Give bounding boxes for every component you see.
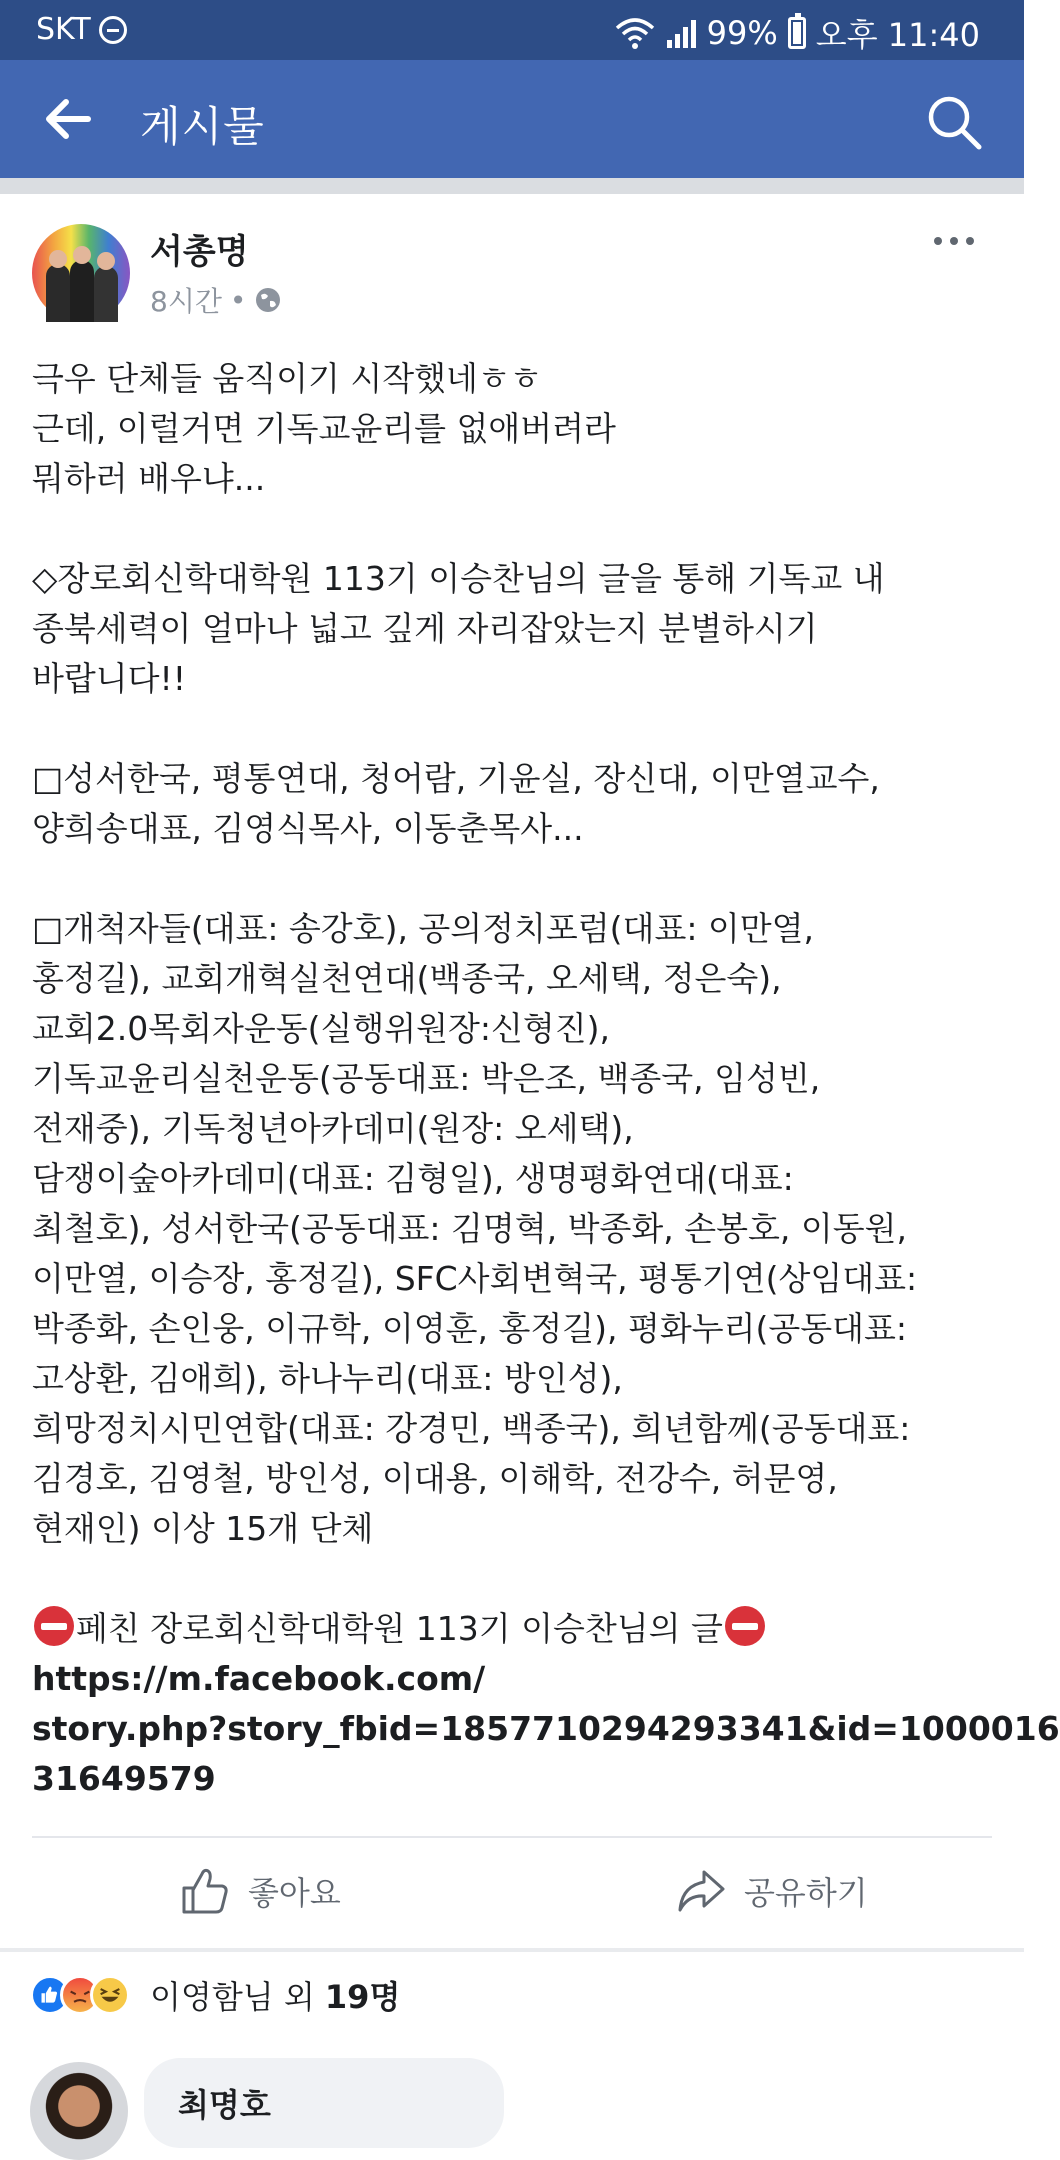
section-divider: [0, 1948, 1024, 1952]
clock: 오후 11:40: [815, 16, 980, 54]
quote-title: 페친 장로회신학대학원 113기 이승찬님의 글: [76, 1609, 723, 1648]
reaction-names: [150, 1972, 400, 2018]
blank-line: [32, 704, 1012, 754]
author-name[interactable]: 서총명: [150, 232, 249, 272]
no-entry-icon: [725, 1606, 765, 1646]
post-line: 박종화, 손인웅, 이규학, 이영훈, 홍정길), 평화누리(공동대표:: [32, 1309, 907, 1348]
haha-reaction-icon: [90, 1975, 130, 2015]
more-options-icon[interactable]: [932, 234, 976, 248]
author-avatar[interactable]: [32, 224, 130, 322]
like-label: 좋아요: [248, 1874, 341, 1912]
post-link[interactable]: [32, 1654, 1060, 1804]
link-line[interactable]: 31649579: [32, 1759, 216, 1798]
reaction-summary[interactable]: [30, 1972, 400, 2018]
post-line: 홍정길), 교회개혁실천연대(백종국, 오세택, 정은숙),: [32, 959, 782, 998]
post-line: 김경호, 김영철, 방인성, 이대용, 이해학, 전강수, 허문영,: [32, 1459, 838, 1498]
search-icon[interactable]: [924, 92, 984, 152]
status-bar: [0, 0, 1024, 60]
no-entry-icon: [34, 1606, 74, 1646]
post-line: 기독교윤리실천운동(공동대표: 박은조, 백종국, 임성빈,: [32, 1059, 821, 1098]
post-line: 이만열, 이승장, 홍정길), SFC사회변혁국, 평통기연(상임대표:: [32, 1259, 918, 1298]
post-line: 뭐하러 배우냐...: [32, 459, 266, 498]
blank-line: [32, 504, 1012, 554]
post-lines: [32, 354, 1012, 1604]
page-title: 게시물: [140, 102, 265, 151]
post-text: [32, 354, 1060, 1804]
post-line: 전재중), 기독청년아카데미(원장: 오세택),: [32, 1109, 634, 1148]
carrier-label: SKT: [36, 12, 91, 47]
carrier: [36, 12, 127, 47]
post-line: ◇장로회신학대학원 113기 이승찬님의 글을 통해 기독교 내: [32, 559, 885, 598]
blank-line: [32, 1554, 1012, 1604]
action-bar: [0, 1838, 1024, 1948]
globe-icon: [254, 286, 282, 314]
post-line: 담쟁이숲아카데미(대표: 김형일), 생명평화연대(대표:: [32, 1159, 794, 1198]
thumbs-up-icon: [180, 1866, 230, 1916]
quote-title-line: [32, 1604, 1012, 1654]
post-line: 양희송대표, 김영식목사, 이동춘목사...: [32, 809, 584, 848]
status-indicators: [615, 10, 980, 56]
battery-percent: 99%: [706, 14, 778, 52]
post-line: 근데, 이럴거면 기독교윤리를 없애버려라: [32, 409, 616, 448]
commenter-avatar[interactable]: [30, 2062, 128, 2160]
app-bar: [0, 60, 1024, 178]
meta-separator: •: [229, 283, 247, 317]
post-line: □개척자들(대표: 송강호), 공의정치포럼(대표: 이만열,: [32, 909, 815, 948]
comment-author[interactable]: 최명호: [178, 2086, 271, 2124]
reaction-names-text: 이영함님 외: [150, 1978, 325, 2016]
share-arrow-icon: [676, 1866, 726, 1916]
post-line: 극우 단체들 움직이기 시작했네ㅎㅎ: [32, 359, 542, 398]
reaction-count: 19명: [324, 1978, 401, 2016]
link-line[interactable]: https://m.facebook.com/: [32, 1659, 486, 1698]
post-time[interactable]: 8시간: [150, 285, 222, 318]
post-line: 교회2.0목회자운동(실행위원장:신형진),: [32, 1009, 611, 1048]
like-button[interactable]: [180, 1866, 341, 1916]
post-line: 종북세력이 얼마나 넓고 깊게 자리잡았는지 분별하시기: [32, 609, 818, 648]
link-line[interactable]: story.php?story_fbid=1857710294293341&id=1000016: [32, 1709, 1060, 1748]
post-line: 바랍니다!!: [32, 659, 186, 698]
share-label: 공유하기: [744, 1874, 868, 1912]
back-arrow-icon[interactable]: [42, 96, 92, 142]
battery-icon: [788, 17, 806, 49]
do-not-disturb-icon: [99, 16, 127, 44]
post-line: 고상환, 김애희), 하나누리(대표: 방인성),: [32, 1359, 623, 1398]
comment: [0, 2054, 1024, 2124]
post-line: 최철호), 성서한국(공동대표: 김명혁, 박종화, 손봉호, 이동원,: [32, 1209, 907, 1248]
blank-line: [32, 854, 1012, 904]
post-line: 희망정치시민연합(대표: 강경민, 백종국), 희년함께(공동대표:: [32, 1409, 911, 1448]
signal-icon: [665, 18, 697, 48]
wifi-icon: [615, 16, 655, 50]
post-line: 현재인) 이상 15개 단체: [32, 1509, 374, 1548]
post-meta: [150, 280, 282, 320]
post-line: □성서한국, 평통연대, 청어람, 기윤실, 장신대, 이만열교수,: [32, 759, 880, 798]
header-divider: [0, 178, 1024, 194]
share-button[interactable]: [676, 1866, 868, 1916]
